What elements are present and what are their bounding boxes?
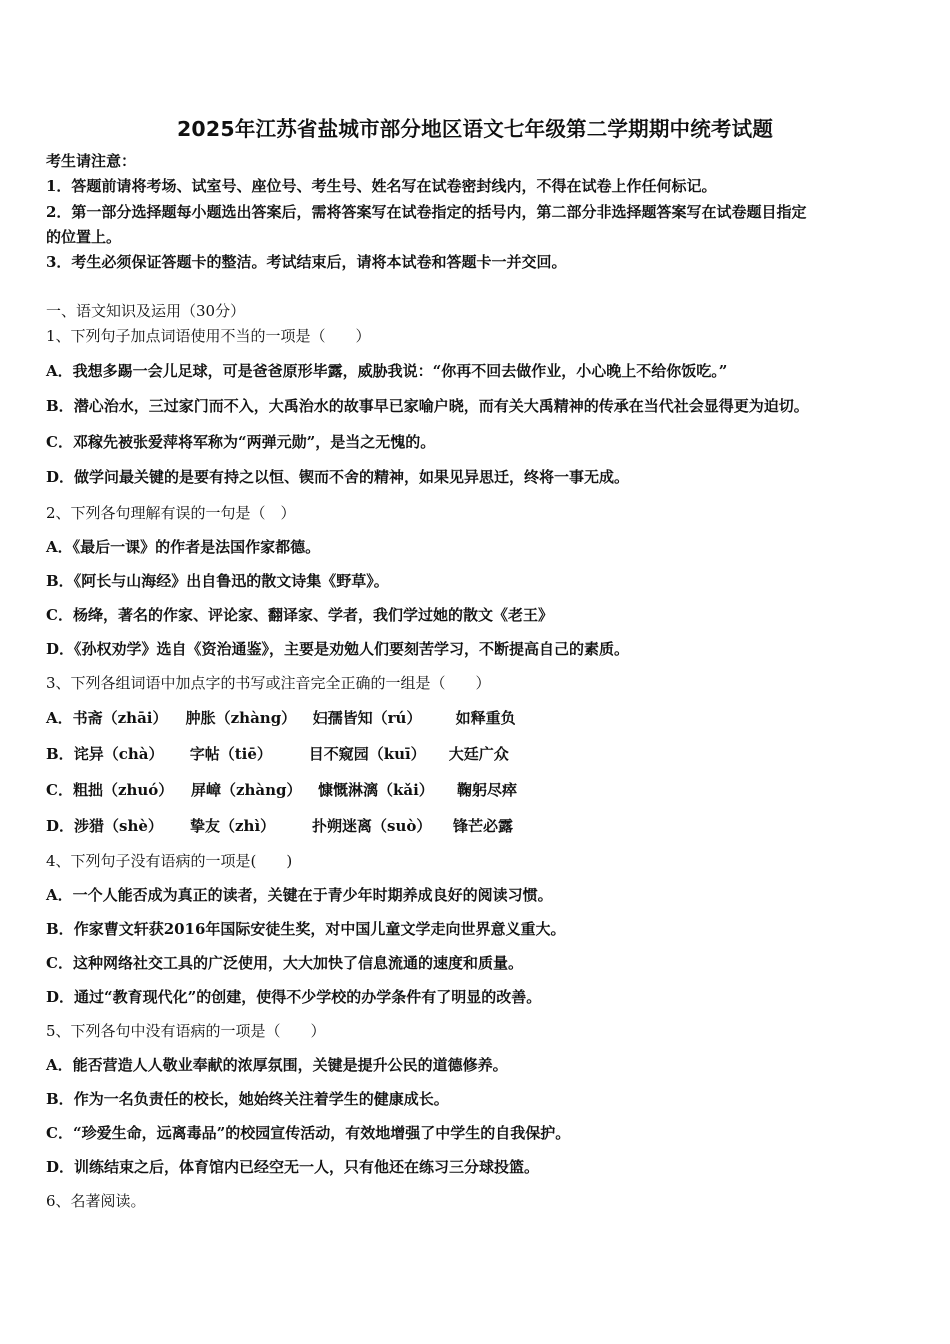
question-stem: 6、名著阅读。	[46, 1192, 146, 1210]
option-label: D．	[46, 640, 75, 658]
word-group: 涉猎（shè）	[74, 817, 163, 835]
option-label: A．	[46, 538, 73, 556]
option-c	[46, 953, 910, 973]
option-text: 潜心治水，三过家门而不入，大禹治水的故事早已家喻户晓，而有关大禹精神的传承在当代社会显得更为迫切。	[73, 397, 809, 415]
option-text: 训练结束之后，体育馆内已经空无一人，只有他还在练习三分球投篮。	[74, 1158, 540, 1176]
option-b	[46, 571, 910, 591]
option-a	[46, 885, 910, 905]
option-a	[46, 708, 910, 728]
option-label: C．	[46, 781, 73, 799]
option-b	[46, 744, 910, 764]
option-a	[46, 361, 910, 381]
option-c	[46, 605, 910, 625]
option-text: 《孙权劝学》选自《资治通鉴》，主要是劝勉人们要刻苦学习，不断提高自己的素质。	[74, 640, 630, 658]
option-label: B．	[46, 920, 74, 938]
word-group: 肿胀（zhàng）	[185, 709, 297, 727]
page-title: 2025年江苏省盐城市部分地区语文七年级第二学期期中统考试题	[176, 117, 774, 141]
option-label: A．	[46, 886, 73, 904]
option-label: C．	[46, 606, 73, 624]
option-label: D．	[46, 1158, 75, 1176]
option-label: B．	[46, 572, 74, 590]
question-stem: 3、下列各组词语中加点字的书写或注音完全正确的一组是（ ）	[46, 674, 491, 692]
word-group: 挚友（zhì）	[190, 817, 276, 835]
notice-item: 3．考生必须保证答题卡的整洁。考试结束后，请将本试卷和答题卡一并交回。	[46, 253, 567, 271]
option-d	[46, 1157, 910, 1177]
word-group: 大廷广众	[448, 745, 509, 763]
word-group: 鞠躬尽瘁	[456, 781, 517, 799]
option-d	[46, 467, 910, 487]
word-group: 目不窥园（kuī）	[308, 745, 426, 763]
option-b	[46, 396, 910, 416]
option-d	[46, 816, 910, 836]
option-label: B．	[46, 1090, 74, 1108]
option-text: 《最后一课》的作者是法国作家都德。	[72, 538, 321, 556]
option-label: B．	[46, 397, 74, 415]
option-text: 一个人能否成为真正的读者，关键在于青少年时期养成良好的阅读习惯。	[72, 886, 553, 904]
word-group: 粗拙（zhuó）	[72, 781, 174, 799]
option-label: C．	[46, 1124, 73, 1142]
question-stem: 4、下列句子没有语病的一项是( )	[46, 852, 293, 870]
word-group: 妇孺皆知（rú）	[312, 709, 422, 727]
word-group: 字帖（tiē）	[189, 745, 272, 763]
option-text: 作家曹文轩获2016年国际安徒生奖，对中国儿童文学走向世界意义重大。	[73, 920, 566, 938]
option-c	[46, 1123, 910, 1143]
notice-item: 的位置上。	[46, 228, 122, 246]
word-group: 屏嶂（zhàng）	[190, 781, 302, 799]
option-text: 能否营造人人敬业奉献的浓厚氛围，关键是提升公民的道德修养。	[72, 1056, 508, 1074]
question-stem: 2、下列各句理解有误的一句是（ ）	[46, 504, 296, 522]
option-d	[46, 987, 910, 1007]
option-b	[46, 919, 910, 939]
word-group: 锋芒必露	[453, 817, 514, 835]
word-group: 书斋（zhāi）	[72, 709, 168, 727]
option-label: A．	[46, 362, 73, 380]
option-text: 邓稼先被张爱萍将军称为“两弹元勋”，是当之无愧的。	[72, 433, 436, 451]
option-b	[46, 1089, 910, 1109]
notice-heading: 考生请注意：	[46, 152, 137, 170]
option-label: A．	[46, 1056, 73, 1074]
section-heading: 一、语文知识及运用（30分）	[46, 302, 246, 320]
option-text: 这种网络社交工具的广泛使用，大大加快了信息流通的速度和质量。	[72, 954, 523, 972]
question-stem: 5、下列各句中没有语病的一项是（ ）	[46, 1022, 326, 1040]
option-text: 杨绛，著名的作家、评论家、翻译家、学者，我们学过她的散文《老王》	[72, 606, 553, 624]
option-label: D．	[46, 988, 75, 1006]
option-text: 我想多踢一会儿足球，可是爸爸原形毕露，威胁我说：“你再不回去做作业，小心晚上不给你饭吃。”	[72, 362, 728, 380]
question-stem: 1、下列句子加点词语使用不当的一项是（ ）	[46, 327, 371, 345]
notice-item: 1．答题前请将考场、试室号、座位号、考生号、姓名写在试卷密封线内，不得在试卷上作任何标记。	[46, 177, 717, 195]
option-d	[46, 639, 910, 659]
option-label: A．	[46, 709, 73, 727]
option-text: 《阿长与山海经》出自鲁迅的散文诗集《野草》。	[73, 572, 389, 590]
option-label: B．	[46, 745, 74, 763]
option-c	[46, 780, 910, 800]
option-text: 做学问最关键的是要有持之以恒、锲而不舍的精神，如果见异思迁，终将一事无成。	[74, 468, 630, 486]
option-text: “珍爱生命，远离毒品”的校园宣传活动，有效地增强了中学生的自我保护。	[72, 1124, 571, 1142]
word-group: 如释重负	[455, 709, 516, 727]
option-label: D．	[46, 817, 75, 835]
option-text: 作为一名负责任的校长，她始终关注着学生的健康成长。	[73, 1090, 449, 1108]
option-text: 通过“教育现代化”的创建，使得不少学校的办学条件有了明显的改善。	[74, 988, 542, 1006]
word-group: 扑朔迷离（suò）	[312, 817, 432, 835]
option-label: C．	[46, 954, 73, 972]
option-c	[46, 432, 910, 452]
option-label: C．	[46, 433, 73, 451]
word-group: 慷慨淋漓（kǎi）	[317, 781, 434, 799]
word-group: 诧异（chà）	[73, 745, 164, 763]
option-a	[46, 1055, 910, 1075]
notice-item: 2．第一部分选择题每小题选出答案后，需将答案写在试卷指定的括号内，第二部分非选择题答案写在试卷题目指定	[46, 203, 807, 221]
option-label: D．	[46, 468, 75, 486]
option-a	[46, 537, 910, 557]
